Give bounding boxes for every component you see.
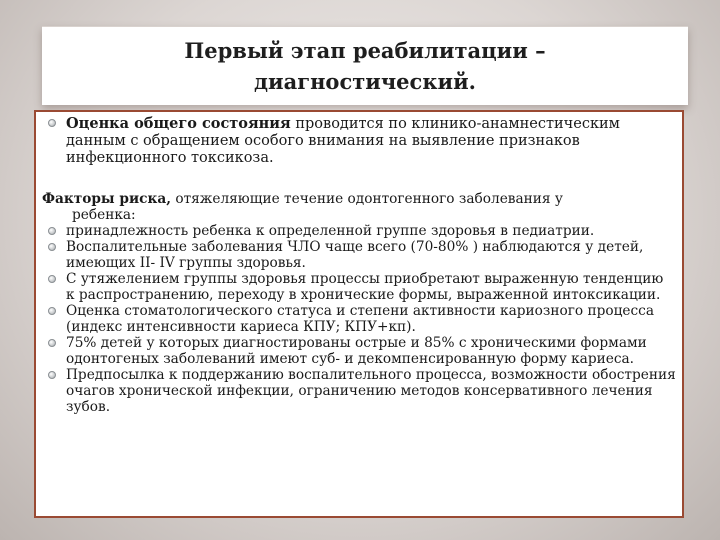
list-item <box>48 271 676 303</box>
slide-title <box>184 35 545 97</box>
content-box <box>34 110 684 518</box>
risk-list <box>36 223 676 415</box>
list-item-text: С утяжелением группы здоровья процессы приобретают выраженную тенденцию к распространению, переходу в хронические формы, выраженной интоксикации. <box>66 271 664 303</box>
risk-heading-text: отяжеляющие течение одонтогенного заболевания у <box>170 191 563 207</box>
bullet-icon <box>48 243 56 251</box>
list-item-text: принадлежность ребенка к определенной группе здоровья в педиатрии. <box>66 223 595 239</box>
title-line-1: Первый этап реабилитации – <box>184 38 546 63</box>
risk-heading-continuation: ребенка: <box>72 207 136 223</box>
bullet-icon <box>48 119 56 127</box>
bullet-icon <box>48 307 56 315</box>
list-item <box>48 367 676 415</box>
bullet-icon <box>48 227 56 235</box>
intro-item <box>48 115 676 167</box>
title-line-2: диагностический. <box>254 69 476 94</box>
risk-heading-bold: Факторы риска, <box>42 191 171 207</box>
list-item-text: Предпосылка к поддержанию воспалительного процесса, возможности обострения очагов хронической инфекции, ограничению методов консервативного лечения зубов. <box>66 367 676 415</box>
list-item <box>48 239 676 271</box>
intro-list <box>48 115 676 167</box>
list-item-text: 75% детей у которых диагностированы острые и 85% с хроническими формами одонтогеных заболеваний имеют суб- и декомпенсированную форму кариеса. <box>66 335 647 367</box>
bullet-icon <box>48 339 56 347</box>
bullet-icon <box>48 371 56 379</box>
risk-factors-section <box>36 191 676 415</box>
list-item-text: Воспалительные заболевания ЧЛО чаще всего (70-80% ) наблюдаются у детей, имеющих II- IV группы здоровья. <box>66 239 644 271</box>
risk-heading <box>36 191 676 223</box>
intro-text: проводится по клинико-анамнестическим данным с обращением особого внимания на выявление признаков инфекционного токсикоза. <box>66 116 620 166</box>
title-box <box>42 26 688 105</box>
list-item <box>48 335 676 367</box>
list-item-text: Оценка стоматологического статуса и степени активности кариозного процесса (индекс интенсивности кариеса КПУ; КПУ+кп). <box>66 303 654 335</box>
intro-bold: Оценка общего состояния <box>66 115 291 132</box>
bullet-icon <box>48 275 56 283</box>
list-item <box>48 303 676 335</box>
list-item <box>48 223 676 239</box>
